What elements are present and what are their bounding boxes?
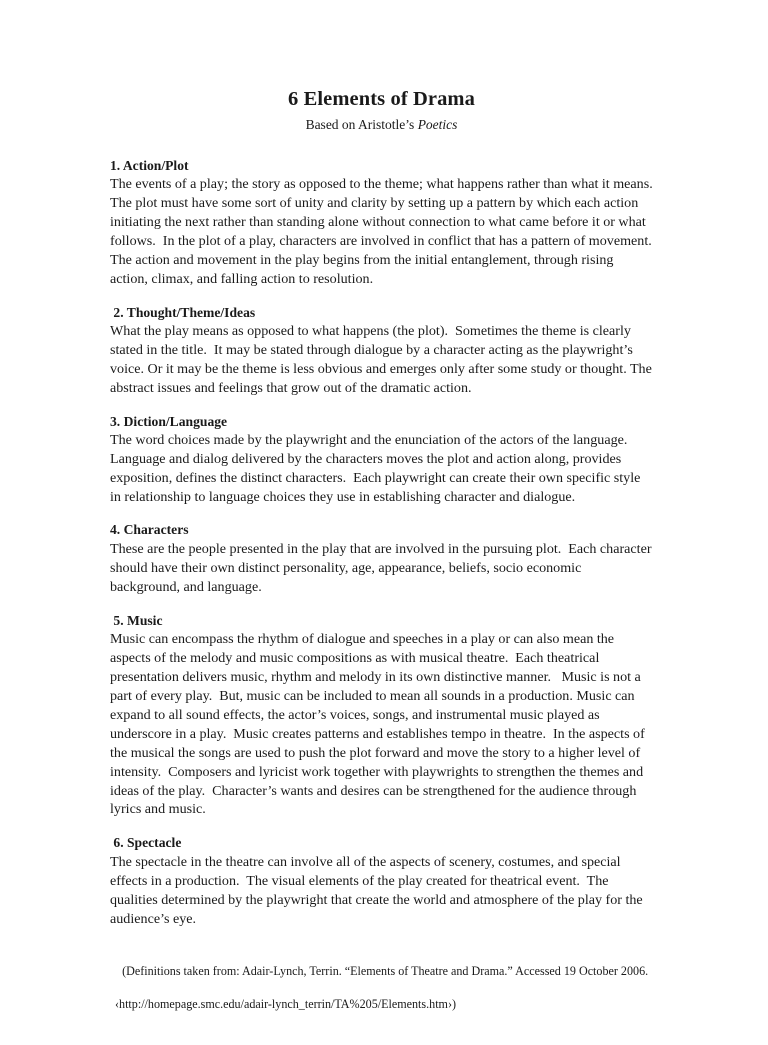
section-heading: 1. Action/Plot xyxy=(110,157,189,173)
section-heading: 4. Characters xyxy=(110,522,189,538)
subtitle-work-title: Poetics xyxy=(417,116,458,132)
section-diction-language xyxy=(110,413,653,507)
subtitle-prefix: Based on Aristotle’s xyxy=(305,116,418,132)
section-body: The word choices made by the playwright and the enunciation of the actors of the language. Language and dialog delivered by the characters moves the plot and action along, provides exposition, defines the distinct characters. Each playwright can create their own specific style in relationship to language choices they use in establishing character and dialogue. xyxy=(110,432,644,506)
section-heading: 6. Spectacle xyxy=(110,835,182,851)
citation-url[interactable]: ‹http://homepage.smc.edu/adair-lynch_terrin/TA%205/Elements.htm›) xyxy=(115,996,457,1011)
section-body: What the play means as opposed to what happens (the plot). Sometimes the theme is clearly stated in the title. It may be stated through dialogue by a character acting as the playwright’s voice. Or it may be the theme is less obvious and emerges only after some study or thought. The abstract issues and feelings that grow out of the dramatic action. xyxy=(110,323,656,397)
section-heading: 2. Thought/Theme/Ideas xyxy=(110,304,256,320)
section-characters xyxy=(110,521,656,596)
section-thought-theme-ideas xyxy=(110,304,656,398)
page-title: 6 Elements of Drama xyxy=(288,88,475,110)
section-action-plot xyxy=(110,157,656,289)
section-heading: 3. Diction/Language xyxy=(110,414,228,430)
section-body: Music can encompass the rhythm of dialogue and speeches in a play or can also mean the aspects of the melody and music compositions as with musical theatre. Each theatrical presentation delivers music, rhythm and melody in its own distinctive manner. Music is not a part of every play. But, music can be included to mean all sounds in a production. Music can expand to all sound effects, the actor’s voices, songs, and instrumental music played as underscore in a play. Music creates patterns and establishes tempo in theatre. In the aspects of the musical the songs are used to push the plot forward and move the story to a higher level of intensity. Composers and lyricist work together with playwrights to strengthen the themes and ideas of the play. Character’s wants and desires can be strengthened for the audience through lyrics and music. xyxy=(110,630,649,818)
section-heading: 5. Music xyxy=(110,612,163,628)
section-spectacle xyxy=(110,834,653,928)
source-citation xyxy=(110,947,653,1045)
citation-reference-line: (Definitions taken from: Adair-Lynch, Terrin. “Elements of Theatre and Drama.” Accessed 19 October 2006. xyxy=(122,964,649,979)
section-body: These are the people presented in the play that are involved in the pursuing plot. Each character should have their own distinct personality, age, appearance, beliefs, socio economic background, and language. xyxy=(110,540,656,595)
section-body: The spectacle in the theatre can involve all of the aspects of scenery, costumes, and special effects in a production. The visual elements of the play created for theatrical event. The qualities determined by the playwright that create the world and atmosphere of the play for the audience’s eye. xyxy=(110,853,647,927)
document-subtitle xyxy=(110,117,653,133)
section-body: The events of a play; the story as opposed to the theme; what happens rather than what it means. The plot must have some sort of unity and clarity by setting up a pattern by which each action initiating the next rather than standing alone without connection to what came before it or what follows. In the plot of a play, characters are involved in conflict that has a pattern of movement. The action and movement in the play begins from the initial entanglement, through rising action, climax, and falling action to resolution. xyxy=(110,176,656,287)
section-music xyxy=(110,612,653,820)
